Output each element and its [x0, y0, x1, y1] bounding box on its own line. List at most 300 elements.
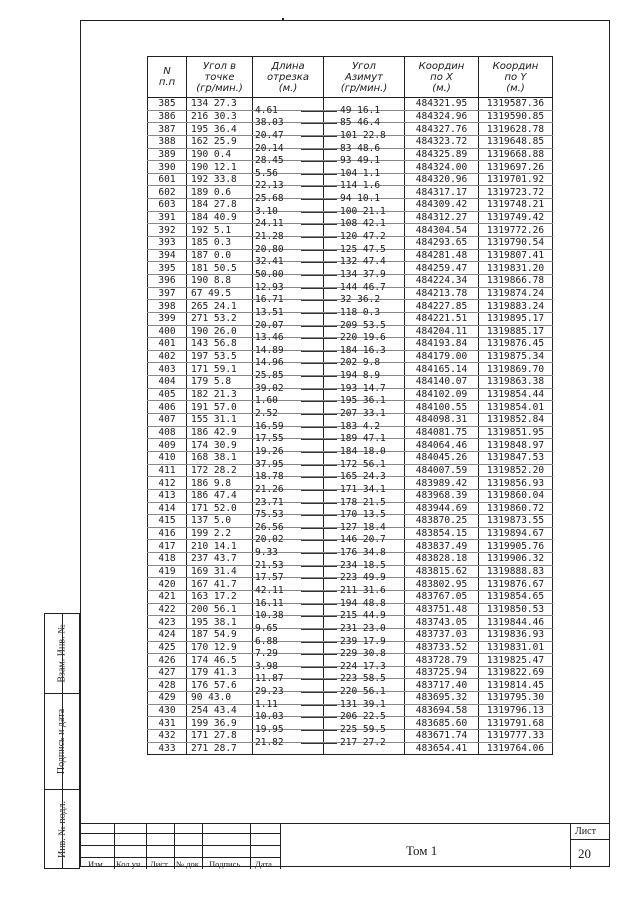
segment-length-value: 25.68	[255, 193, 284, 205]
coord-y: 1319895.17	[479, 312, 553, 325]
coord-x: 484224.34	[405, 274, 479, 287]
coord-y: 1319873.55	[479, 515, 553, 528]
length-cell	[253, 148, 324, 161]
segment-azimuth: 108 42.1	[340, 218, 386, 230]
segment-azimuth: 207 33.1	[340, 408, 386, 420]
azimuth-cell	[324, 628, 405, 641]
length-cell	[253, 135, 324, 148]
azimuth-cell	[324, 249, 405, 262]
segment-azimuth: 209 53.5	[340, 319, 386, 331]
length-cell	[253, 439, 324, 452]
azimuth-cell	[324, 666, 405, 679]
coord-x: 484309.42	[405, 199, 479, 212]
point-angle: 155 31.1	[187, 414, 253, 427]
title-block	[80, 823, 610, 869]
point-number: 388	[148, 135, 187, 148]
segment-azimuth: 170 13.5	[340, 509, 386, 521]
point-angle: 143 56.8	[187, 338, 253, 351]
point-number: 407	[148, 414, 187, 427]
point-number: 417	[148, 540, 187, 553]
length-cell	[253, 477, 324, 490]
segment-length-value: 3.98	[255, 660, 278, 672]
azimuth-cell	[324, 363, 405, 376]
point-angle: 174 46.5	[187, 654, 253, 667]
segment-length-value: 20.47	[255, 129, 284, 141]
azimuth-cell	[324, 426, 405, 439]
coord-x: 484293.65	[405, 237, 479, 250]
coord-y: 1319866.78	[479, 274, 553, 287]
point-angle: 171 27.8	[187, 730, 253, 743]
length-cell	[253, 388, 324, 401]
azimuth-cell	[324, 262, 405, 275]
table-row	[148, 287, 553, 300]
side-stamp	[44, 613, 80, 869]
coord-y: 1319851.95	[479, 426, 553, 439]
point-angle: 199 2.2	[187, 527, 253, 540]
point-number: 405	[148, 388, 187, 401]
point-number: 420	[148, 578, 187, 591]
point-angle: 187 0.0	[187, 249, 253, 262]
side-vzam-label: Взам. Инв. №	[56, 624, 68, 683]
coord-x: 484102.09	[405, 388, 479, 401]
point-angle: 174 30.9	[187, 439, 253, 452]
table-row	[148, 679, 553, 692]
segment-length-value: 18.78	[255, 471, 284, 483]
point-number: 409	[148, 439, 187, 452]
point-number: 399	[148, 312, 187, 325]
segment-length-value: 10.03	[255, 711, 284, 723]
segment-length-value: 37.95	[255, 458, 284, 470]
coord-y: 1319885.17	[479, 325, 553, 338]
length-cell	[253, 565, 324, 578]
coord-x: 484098.31	[405, 414, 479, 427]
azimuth-cell	[324, 325, 405, 338]
coord-y: 1319831.01	[479, 641, 553, 654]
segment-azimuth: 195 36.1	[340, 395, 386, 407]
coord-x: 483728.79	[405, 654, 479, 667]
coord-y: 1319831.20	[479, 262, 553, 275]
point-number: 602	[148, 186, 187, 199]
segment-azimuth: 223 58.5	[340, 673, 386, 685]
azimuth-cell	[324, 451, 405, 464]
length-cell	[253, 590, 324, 603]
segment-azimuth: 202 9.8	[340, 357, 381, 369]
segment-length-value: 17.55	[255, 433, 284, 445]
coord-y: 1319822.69	[479, 666, 553, 679]
segment-length-value: 42.11	[255, 584, 284, 596]
table-row	[148, 148, 553, 161]
table-row	[148, 388, 553, 401]
point-angle: 182 21.3	[187, 388, 253, 401]
azimuth-cell	[324, 199, 405, 212]
point-number: 426	[148, 654, 187, 667]
table-row	[148, 224, 553, 237]
point-number: 400	[148, 325, 187, 338]
segment-azimuth: 239 17.9	[340, 635, 386, 647]
azimuth-cell	[324, 616, 405, 629]
segment-azimuth: 134 37.9	[340, 268, 386, 280]
coord-x: 483854.15	[405, 527, 479, 540]
coord-x: 484193.84	[405, 338, 479, 351]
point-angle: 265 24.1	[187, 300, 253, 313]
coord-x: 483725.94	[405, 666, 479, 679]
table-row	[148, 135, 553, 148]
point-number: 406	[148, 401, 187, 414]
coord-y: 1319795.30	[479, 692, 553, 705]
point-angle: 186 47.4	[187, 489, 253, 502]
coord-x: 483751.48	[405, 603, 479, 616]
coord-y: 1319863.38	[479, 376, 553, 389]
segment-azimuth: 146 20.7	[340, 534, 386, 546]
coord-y: 1319883.24	[479, 300, 553, 313]
point-angle: 195 38.1	[187, 616, 253, 629]
volume-label: Том 1	[406, 843, 438, 858]
header-n: N п.п	[148, 57, 187, 98]
coord-x: 483743.05	[405, 616, 479, 629]
segment-length-value: 13.51	[255, 306, 284, 318]
side-cell-vzam	[45, 614, 79, 694]
length-cell	[253, 312, 324, 325]
point-angle: 171 59.1	[187, 363, 253, 376]
segment-length-value: 50.00	[255, 268, 284, 280]
coord-x: 483802.95	[405, 578, 479, 591]
segment-length-value: 28.45	[255, 155, 284, 167]
segment-azimuth: 234 18.5	[340, 559, 386, 571]
point-number: 410	[148, 451, 187, 464]
length-cell	[253, 717, 324, 730]
stamp-podpis: Подпись	[209, 859, 241, 869]
table-row	[148, 274, 553, 287]
coord-y: 1319848.97	[479, 439, 553, 452]
segment-length-value: 39.02	[255, 382, 284, 394]
point-angle: 191 57.0	[187, 401, 253, 414]
point-angle: 271 53.2	[187, 312, 253, 325]
segment-azimuth: 184 18.0	[340, 445, 386, 457]
coord-y: 1319791.68	[479, 717, 553, 730]
point-angle: 190 26.0	[187, 325, 253, 338]
coord-x: 484281.48	[405, 249, 479, 262]
coord-x: 484325.89	[405, 148, 479, 161]
azimuth-cell	[324, 515, 405, 528]
coord-x: 484323.72	[405, 135, 479, 148]
segment-azimuth: 93 49.1	[340, 155, 381, 167]
coord-x: 483685.60	[405, 717, 479, 730]
segment-azimuth: 165 24.3	[340, 471, 386, 483]
header-length: Длина отрезка (м.)	[253, 57, 324, 98]
segment-length-value: 75.53	[255, 509, 284, 521]
point-angle: 172 28.2	[187, 464, 253, 477]
segment-length-value: 12.93	[255, 281, 284, 293]
length-cell	[253, 692, 324, 705]
length-cell	[253, 401, 324, 414]
segment-length-value: 20.02	[255, 534, 284, 546]
coord-x: 483654.41	[405, 742, 479, 755]
coord-y: 1319590.85	[479, 110, 553, 123]
coord-x: 483968.39	[405, 489, 479, 502]
coord-y: 1319825.47	[479, 654, 553, 667]
coord-y: 1319894.67	[479, 527, 553, 540]
coord-x: 483837.49	[405, 540, 479, 553]
table-row	[148, 527, 553, 540]
point-number: 414	[148, 502, 187, 515]
coord-y: 1319628.78	[479, 123, 553, 136]
azimuth-cell	[324, 654, 405, 667]
coord-y: 1319876.67	[479, 578, 553, 591]
point-number: 401	[148, 338, 187, 351]
azimuth-cell	[324, 489, 405, 502]
segment-azimuth: 118 0.3	[340, 306, 381, 318]
point-angle: 170 12.9	[187, 641, 253, 654]
segment-length-value: 21.28	[255, 231, 284, 243]
segment-length-value: 7.29	[255, 648, 278, 660]
point-number: 421	[148, 590, 187, 603]
table-row	[148, 666, 553, 679]
segment-length-value: 38.03	[255, 117, 284, 129]
segment-length-value: 32.41	[255, 256, 284, 268]
segment-azimuth: 215 44.9	[340, 610, 386, 622]
azimuth-cell	[324, 237, 405, 250]
azimuth-cell	[324, 527, 405, 540]
table-row	[148, 578, 553, 591]
point-number: 422	[148, 603, 187, 616]
header-x: Координ по X (м.)	[405, 57, 479, 98]
coord-y: 1319668.88	[479, 148, 553, 161]
length-cell	[253, 161, 324, 174]
table-row	[148, 704, 553, 717]
header-y: Координ по Y (м.)	[479, 57, 553, 98]
coord-x: 484165.14	[405, 363, 479, 376]
table-row	[148, 742, 553, 755]
point-angle: 184 27.8	[187, 199, 253, 212]
point-number: 395	[148, 262, 187, 275]
table-row	[148, 325, 553, 338]
length-cell	[253, 199, 324, 212]
azimuth-cell	[324, 300, 405, 313]
azimuth-cell	[324, 287, 405, 300]
segment-azimuth: 85 46.4	[340, 117, 381, 129]
table-row	[148, 426, 553, 439]
coord-x: 484324.96	[405, 110, 479, 123]
point-angle: 210 14.1	[187, 540, 253, 553]
segment-azimuth: 194 48.8	[340, 597, 386, 609]
point-angle: 179 5.8	[187, 376, 253, 389]
segment-azimuth: 125 47.5	[340, 243, 386, 255]
azimuth-cell	[324, 401, 405, 414]
table-row	[148, 540, 553, 553]
point-angle: 254 43.4	[187, 704, 253, 717]
length-cell	[253, 98, 324, 111]
point-angle: 271 28.7	[187, 742, 253, 755]
segment-length-value: 4.61	[255, 104, 278, 116]
point-angle: 179 41.3	[187, 666, 253, 679]
segment-azimuth: 132 47.4	[340, 256, 386, 268]
segment-azimuth: 176 34.8	[340, 547, 386, 559]
stamp-kol: Кол.уч.	[116, 859, 143, 869]
coord-x: 484213.78	[405, 287, 479, 300]
segment-azimuth: 194 8.9	[340, 370, 381, 382]
coord-x: 484304.54	[405, 224, 479, 237]
point-number: 412	[148, 477, 187, 490]
coord-y: 1319701.92	[479, 173, 553, 186]
coord-x: 484007.59	[405, 464, 479, 477]
segment-length-value: 20.07	[255, 319, 284, 331]
sheet-label: Лист	[575, 826, 596, 837]
point-angle: 169 31.4	[187, 565, 253, 578]
point-angle: 168 38.1	[187, 451, 253, 464]
coord-y: 1319790.54	[479, 237, 553, 250]
coord-y: 1319807.41	[479, 249, 553, 262]
table-row	[148, 338, 553, 351]
coord-y: 1319856.93	[479, 477, 553, 490]
table-row	[148, 464, 553, 477]
segment-azimuth: 193 14.7	[340, 382, 386, 394]
coord-y: 1319764.06	[479, 742, 553, 755]
segment-azimuth: 211 31.6	[340, 584, 386, 596]
point-angle: 184 40.9	[187, 211, 253, 224]
azimuth-cell	[324, 590, 405, 603]
point-number: 398	[148, 300, 187, 313]
coord-x: 484204.11	[405, 325, 479, 338]
azimuth-cell	[324, 540, 405, 553]
azimuth-cell	[324, 477, 405, 490]
coord-y: 1319796.13	[479, 704, 553, 717]
segment-length-value: 10.38	[255, 610, 284, 622]
segment-length-value: 11.87	[255, 673, 284, 685]
segment-length-value: 16.71	[255, 294, 284, 306]
segment-length-value: 14.96	[255, 357, 284, 369]
point-number: 419	[148, 565, 187, 578]
length-cell	[253, 376, 324, 389]
point-number: 391	[148, 211, 187, 224]
segment-azimuth: 32 36.2	[340, 294, 381, 306]
segment-length-value: 21.26	[255, 483, 284, 495]
point-number: 418	[148, 553, 187, 566]
point-number: 396	[148, 274, 187, 287]
azimuth-cell	[324, 603, 405, 616]
point-angle: 186 9.8	[187, 477, 253, 490]
coord-y: 1319587.36	[479, 98, 553, 111]
azimuth-cell	[324, 148, 405, 161]
point-number: 428	[148, 679, 187, 692]
azimuth-cell	[324, 742, 405, 755]
table-row	[148, 376, 553, 389]
azimuth-cell	[324, 553, 405, 566]
point-angle: 185 0.3	[187, 237, 253, 250]
point-angle: 237 43.7	[187, 553, 253, 566]
length-cell	[253, 730, 324, 743]
length-cell	[253, 628, 324, 641]
point-number: 429	[148, 692, 187, 705]
length-cell	[253, 287, 324, 300]
point-number: 425	[148, 641, 187, 654]
stamp-izm: Изм.	[88, 859, 105, 869]
point-number: 427	[148, 666, 187, 679]
point-number: 387	[148, 123, 187, 136]
point-number: 394	[148, 249, 187, 262]
segment-azimuth: 83 48.6	[340, 142, 381, 154]
table-row	[148, 186, 553, 199]
point-angle: 134 27.3	[187, 98, 253, 111]
segment-azimuth: 101 22.8	[340, 129, 386, 141]
segment-length-value: 16.59	[255, 420, 284, 432]
coord-x: 484327.76	[405, 123, 479, 136]
table-row	[148, 616, 553, 629]
coord-y: 1319748.21	[479, 199, 553, 212]
azimuth-cell	[324, 376, 405, 389]
table-row	[148, 249, 553, 262]
segment-azimuth: 120 47.2	[340, 231, 386, 243]
table-row	[148, 641, 553, 654]
length-cell	[253, 249, 324, 262]
segment-azimuth: 206 22.5	[340, 711, 386, 723]
length-cell	[253, 224, 324, 237]
segment-azimuth: 224 17.3	[340, 660, 386, 672]
point-number: 385	[148, 98, 187, 111]
point-number: 393	[148, 237, 187, 250]
segment-length-value: 29.23	[255, 686, 284, 698]
point-angle: 163 17.2	[187, 590, 253, 603]
azimuth-cell	[324, 439, 405, 452]
coord-y: 1319852.20	[479, 464, 553, 477]
azimuth-cell	[324, 730, 405, 743]
length-cell	[253, 325, 324, 338]
table-row	[148, 199, 553, 212]
length-cell	[253, 186, 324, 199]
coord-x: 483694.58	[405, 704, 479, 717]
coord-x: 484312.27	[405, 211, 479, 224]
segment-azimuth: 94 10.1	[340, 193, 381, 205]
coord-x: 483737.03	[405, 628, 479, 641]
coord-x: 483870.25	[405, 515, 479, 528]
coord-x: 484100.55	[405, 401, 479, 414]
length-cell	[253, 553, 324, 566]
length-cell	[253, 666, 324, 679]
coord-x: 484179.00	[405, 350, 479, 363]
coord-y: 1319860.72	[479, 502, 553, 515]
coord-y: 1319836.93	[479, 628, 553, 641]
point-angle: 137 5.0	[187, 515, 253, 528]
point-angle: 67 49.5	[187, 287, 253, 300]
point-number: 408	[148, 426, 187, 439]
segment-azimuth: 172 56.1	[340, 458, 386, 470]
point-number: 433	[148, 742, 187, 755]
scan-dot	[282, 18, 284, 20]
table-row	[148, 98, 553, 111]
coord-x: 484140.07	[405, 376, 479, 389]
segment-length-value: 1.60	[255, 395, 278, 407]
length-cell	[253, 641, 324, 654]
coord-x: 484064.46	[405, 439, 479, 452]
length-cell	[253, 540, 324, 553]
length-cell	[253, 527, 324, 540]
segment-length-value: 20.14	[255, 142, 284, 154]
segment-azimuth: 223 49.9	[340, 572, 386, 584]
coord-x: 483767.05	[405, 590, 479, 603]
point-angle: 190 8.8	[187, 274, 253, 287]
azimuth-cell	[324, 274, 405, 287]
length-cell	[253, 654, 324, 667]
azimuth-cell	[324, 224, 405, 237]
segment-length-value: 13.46	[255, 332, 284, 344]
segment-length-value: 17.57	[255, 572, 284, 584]
point-angle: 90 43.0	[187, 692, 253, 705]
azimuth-cell	[324, 98, 405, 111]
azimuth-cell	[324, 135, 405, 148]
table-row	[148, 590, 553, 603]
azimuth-cell	[324, 388, 405, 401]
table-row	[148, 477, 553, 490]
azimuth-cell	[324, 692, 405, 705]
